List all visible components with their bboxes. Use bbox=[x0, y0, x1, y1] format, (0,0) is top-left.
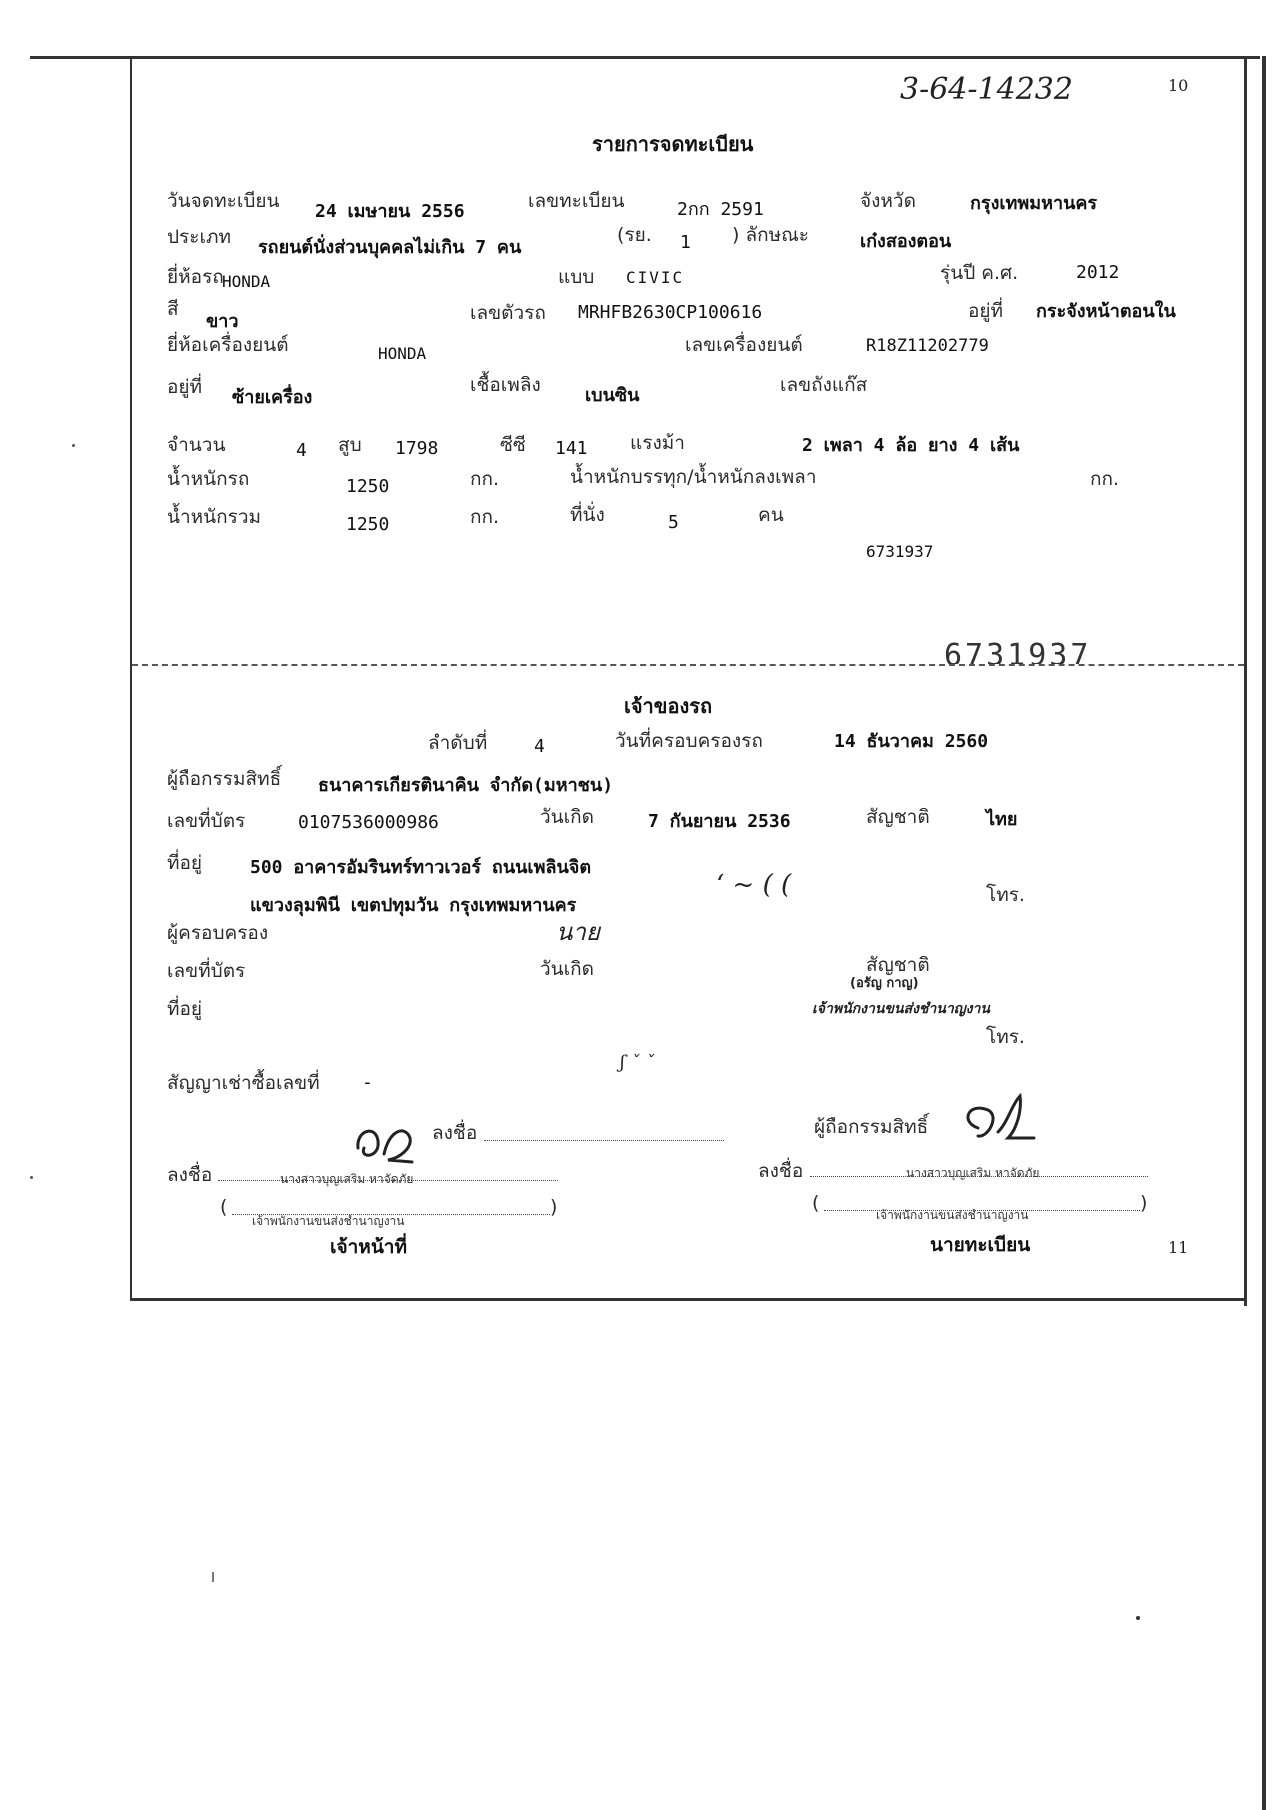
right-officer-name: นางสาวบุญเสริม หาจัดภัย bbox=[906, 1166, 1040, 1180]
seats-label: ที่นั่ง bbox=[570, 504, 605, 526]
left-officer-role: เจ้าหน้าที่ bbox=[330, 1236, 408, 1258]
cc-value: 1798 bbox=[395, 438, 439, 459]
bottom-border-line bbox=[130, 1298, 1246, 1301]
holder-nationality-value: ไทย bbox=[986, 809, 1018, 830]
rs-label-open: (รย. bbox=[617, 224, 652, 246]
holder-phone-label: โทร. bbox=[986, 884, 1025, 906]
engine-number-label: เลขเครื่องยนต์ bbox=[685, 334, 803, 356]
holder-value: ธนาคารเกียรตินาคิน จำกัด(มหาชน) bbox=[318, 775, 614, 796]
page-fold-line bbox=[132, 664, 1244, 666]
style-label: ) ลักษณะ bbox=[732, 224, 809, 246]
cylinder-count-value: 4 bbox=[296, 440, 307, 461]
cylinder-count-label: จำนวน bbox=[167, 434, 226, 456]
year-label: รุ่นปี ค.ศ. bbox=[940, 262, 1019, 284]
holder-id-label: เลขที่บัตร bbox=[167, 810, 246, 832]
serial-number-large: 6731937 bbox=[944, 638, 1092, 664]
engine-brand-label: ยี่ห้อเครื่องยนต์ bbox=[167, 334, 289, 356]
left-position-close-paren: ) bbox=[550, 1196, 558, 1218]
owner-section-title: เจ้าของรถ bbox=[624, 694, 713, 718]
possessor-label: ผู้ครอบครอง bbox=[167, 922, 269, 944]
gas-tank-label: เลขถังแก๊ส bbox=[780, 374, 868, 396]
owner-order-value: 4 bbox=[534, 736, 545, 757]
right-position-close-paren: ) bbox=[1140, 1192, 1148, 1214]
fuel-label: เชื้อเพลิง bbox=[470, 374, 541, 396]
holder-label: ผู้ถือกรรมสิทธิ์ bbox=[167, 768, 282, 790]
reg-date-label: วันจดทะเบียน bbox=[167, 190, 280, 212]
seats-unit: คน bbox=[758, 504, 784, 526]
chassis-location-value: กระจังหน้าตอนใน bbox=[1036, 301, 1176, 322]
color-label: สี bbox=[167, 298, 179, 320]
style-value: เก๋งสองตอน bbox=[860, 231, 952, 252]
left-top-sign-line bbox=[484, 1140, 724, 1141]
stamp-officer-title: เจ้าพนักงานขนส่งชำนาญงาน bbox=[812, 1001, 990, 1017]
scan-speck bbox=[72, 444, 75, 447]
province-label: จังหวัด bbox=[860, 190, 916, 212]
left-top-sign-label: ลงชื่อ bbox=[432, 1122, 478, 1144]
province-value: กรุงเทพมหานคร bbox=[970, 193, 1098, 214]
possess-date-label: วันที่ครอบครองรถ bbox=[615, 730, 763, 752]
top-border-line bbox=[30, 56, 1260, 59]
possess-date-value: 14 ธันวาคม 2560 bbox=[834, 731, 989, 752]
right-border-line bbox=[1244, 56, 1247, 1306]
scan-speck bbox=[1136, 1616, 1140, 1620]
plate-label: เลขทะเบียน bbox=[528, 190, 625, 212]
scan-speck bbox=[212, 1572, 214, 1582]
possessor-id-label: เลขที่บัตร bbox=[167, 960, 246, 982]
possessor-birth-label: วันเกิด bbox=[540, 958, 594, 980]
registration-section-title: รายการจดทะเบียน bbox=[592, 132, 754, 156]
left-position-open-paren: ( bbox=[220, 1196, 228, 1218]
handwritten-scribble: ‘ ~ ( ( bbox=[716, 870, 792, 900]
holder-signature-label: ผู้ถือกรรมสิทธิ์ bbox=[814, 1116, 929, 1138]
load-weight-label: น้ำหนักบรรทุก/น้ำหนักลงเพลา bbox=[570, 466, 817, 488]
horsepower-label: แรงม้า bbox=[630, 432, 685, 454]
lease-contract-label: สัญญาเช่าซื้อเลขที่ bbox=[167, 1072, 320, 1094]
possessor-nationality-label: สัญชาติ bbox=[866, 954, 930, 976]
cylinder-label: สูบ bbox=[338, 434, 362, 456]
type-value: รถยนต์นั่งส่วนบุคคลไม่เกิน 7 คน bbox=[258, 237, 522, 258]
chassis-value: MRHFB2630CP100616 bbox=[578, 302, 763, 323]
fuel-value: เบนซิน bbox=[585, 385, 640, 406]
plate-value: 2กก 2591 bbox=[677, 199, 764, 220]
model-label: แบบ bbox=[558, 266, 595, 288]
color-value: ขาว bbox=[206, 311, 239, 332]
weight-label: น้ำหนักรถ bbox=[167, 468, 250, 490]
load-weight-unit: กก. bbox=[1090, 468, 1120, 490]
reg-date-value: 24 เมษายน 2556 bbox=[315, 201, 465, 222]
lease-contract-value: - bbox=[362, 1072, 373, 1093]
total-weight-value: 1250 bbox=[346, 514, 390, 535]
handwritten-mark: นาย bbox=[556, 918, 600, 946]
owner-order-label: ลำดับที่ bbox=[428, 732, 488, 754]
possessor-address-label: ที่อยู่ bbox=[167, 998, 203, 1020]
holder-birth-value: 7 กันยายน 2536 bbox=[648, 811, 791, 832]
holder-address-line-2: แขวงลุมพินี เขตปทุมวัน กรุงเทพมหานคร bbox=[250, 895, 577, 916]
holder-address-line-1: 500 อาคารอัมรินทร์ทาวเวอร์ ถนนเพลินจิต bbox=[250, 857, 592, 878]
rs-value: 1 bbox=[680, 232, 691, 253]
holder-address-label: ที่อยู่ bbox=[167, 852, 203, 874]
holder-birth-label: วันเกิด bbox=[540, 806, 594, 828]
model-value: CIVIC bbox=[626, 268, 685, 287]
page-number-right: 11 bbox=[1168, 1238, 1189, 1257]
document-reference-number: 3-64-14232 bbox=[900, 72, 1073, 107]
total-weight-label: น้ำหนักรวม bbox=[167, 506, 262, 528]
type-label: ประเภท bbox=[167, 226, 232, 248]
right-signature-scribble bbox=[958, 1092, 1038, 1147]
left-officer-position: เจ้าพนักงานขนส่งชำนาญงาน bbox=[252, 1214, 405, 1228]
weight-value: 1250 bbox=[346, 476, 390, 497]
right-edge-line bbox=[1262, 56, 1266, 1810]
left-sign-label: ลงชื่อ bbox=[167, 1164, 213, 1186]
left-border-line bbox=[130, 58, 132, 1298]
serial-number-small: 6731937 bbox=[866, 542, 934, 561]
weight-unit: กก. bbox=[470, 468, 500, 490]
left-officer-name: นางสาวบุญเสริม หาจัดภัย bbox=[280, 1172, 414, 1186]
cc-label: ซีซี bbox=[500, 434, 526, 456]
holder-nationality-label: สัญชาติ bbox=[866, 806, 930, 828]
axle-wheels-value: 2 เพลา 4 ล้อ ยาง 4 เส้น bbox=[802, 435, 1020, 456]
chassis-location-label: อยู่ที่ bbox=[968, 300, 1004, 322]
stamp-officer-name: (อรัญ กาญ) bbox=[850, 976, 919, 991]
engine-location-label: อยู่ที่ bbox=[167, 376, 203, 398]
handwritten-dots: ʃ ˇ ˇ bbox=[620, 1052, 655, 1073]
possessor-phone-label: โทร. bbox=[986, 1026, 1025, 1048]
right-position-open-paren: ( bbox=[812, 1192, 820, 1214]
left-signature-scribble bbox=[350, 1118, 420, 1168]
year-value: 2012 bbox=[1076, 262, 1120, 283]
engine-number-value: R18Z11202779 bbox=[866, 336, 989, 356]
right-officer-position: เจ้าพนักงานขนส่งชำนาญงาน bbox=[876, 1208, 1029, 1222]
engine-brand-value: HONDA bbox=[378, 344, 427, 363]
horsepower-value: 141 bbox=[555, 438, 588, 459]
chassis-label: เลขตัวรถ bbox=[470, 302, 546, 324]
total-weight-unit: กก. bbox=[470, 506, 500, 528]
right-officer-role: นายทะเบียน bbox=[930, 1234, 1031, 1256]
right-sign-label: ลงชื่อ bbox=[758, 1160, 804, 1182]
holder-id-value: 0107536000986 bbox=[298, 812, 439, 833]
brand-label: ยี่ห้อรถ bbox=[167, 266, 224, 288]
page-number-left: 10 bbox=[1168, 76, 1189, 95]
seats-value: 5 bbox=[668, 512, 679, 533]
scan-speck bbox=[30, 1176, 33, 1179]
brand-value: HONDA bbox=[222, 272, 271, 291]
engine-location-value: ซ้ายเครื่อง bbox=[232, 387, 313, 408]
